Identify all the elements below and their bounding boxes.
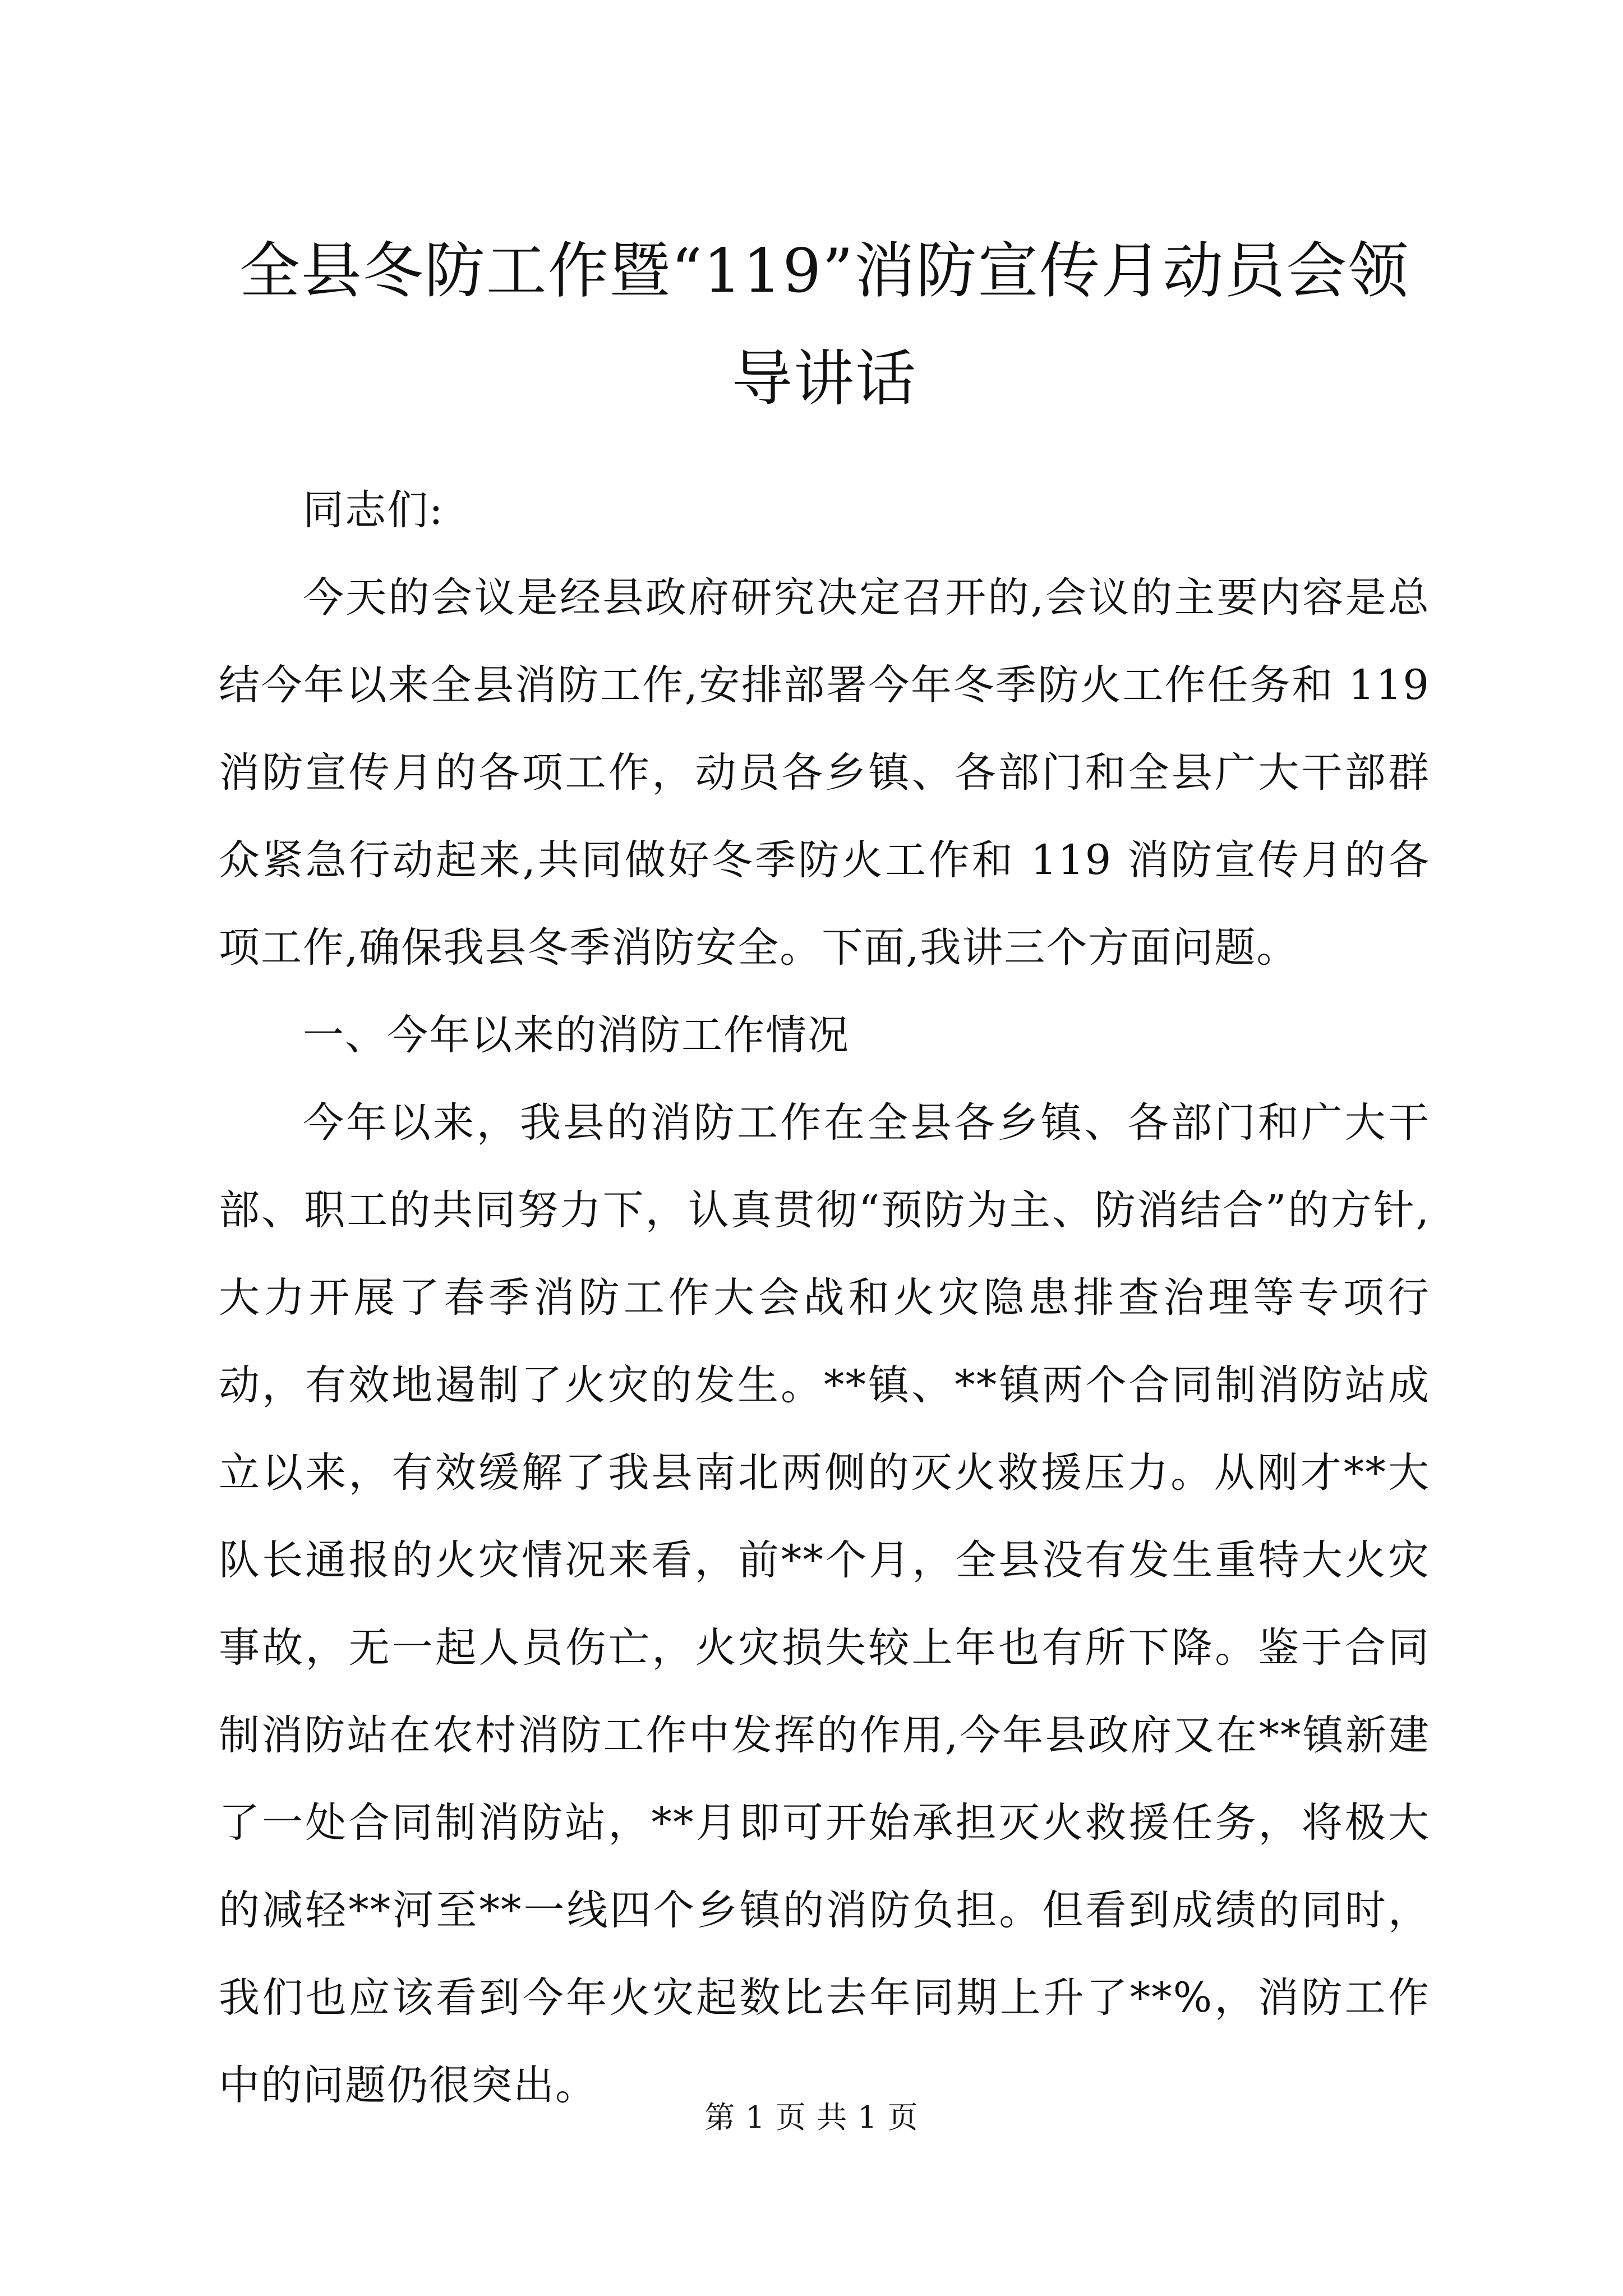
section-paragraph: 今年以来，我县的消防工作在全县各乡镇、各部门和广大干部、职工的共同努力下，认真贯彻“预防为主、防消结合”的方针,大力开展了春季消防工作大会战和火灾隐患排查治理等专项行动，有效地遏制了火灾的发生。**镇、**镇两个合同制消防站成立以来，有效缓解了我县南北两侧的灭火救援压力。从刚才**大队长通报的火灾情况来看，前**个月，全县没有发生重特大火灾事故，无一起人员伤亡，火灾损失较上年也有所下降。鉴于合同制消防站在农村消防工作中发挥的作用,今年县政府又在**镇新建了一处合同制消防站，**月即可开始承担灭火救援任务，将极大的减轻**河至**一线四个乡镇的消防负担。但看到成绩的同时，我们也应该看到今年火灾起数比去年同期上升了**%，消防工作中的问题仍很突出。 <box>219 1099 1430 2109</box>
salutation-paragraph: 同志们: <box>303 486 444 534</box>
page-footer: 第 1 页 共 1 页 <box>704 2100 919 2135</box>
document-title: 全县冬防工作暨“119”消防宣传月动员会领导讲话 <box>239 236 1410 414</box>
section-heading: 一、今年以来的消防工作情况 <box>303 1011 850 1059</box>
intro-paragraph: 今天的会议是经县政府研究决定召开的,会议的主要内容是总结今年以来全县消防工作,安排部署今年冬季防火工作任务和 119 消防宣传月的各项工作，动员各乡镇、各部门和全县广大干部群众紧急行动起来,共同做好冬季防火工作和 119 消防宣传月的各项工作,确保我县冬季消防安全。下面,我讲三个方面问题。 <box>219 574 1430 972</box>
document-body <box>219 467 1430 2129</box>
